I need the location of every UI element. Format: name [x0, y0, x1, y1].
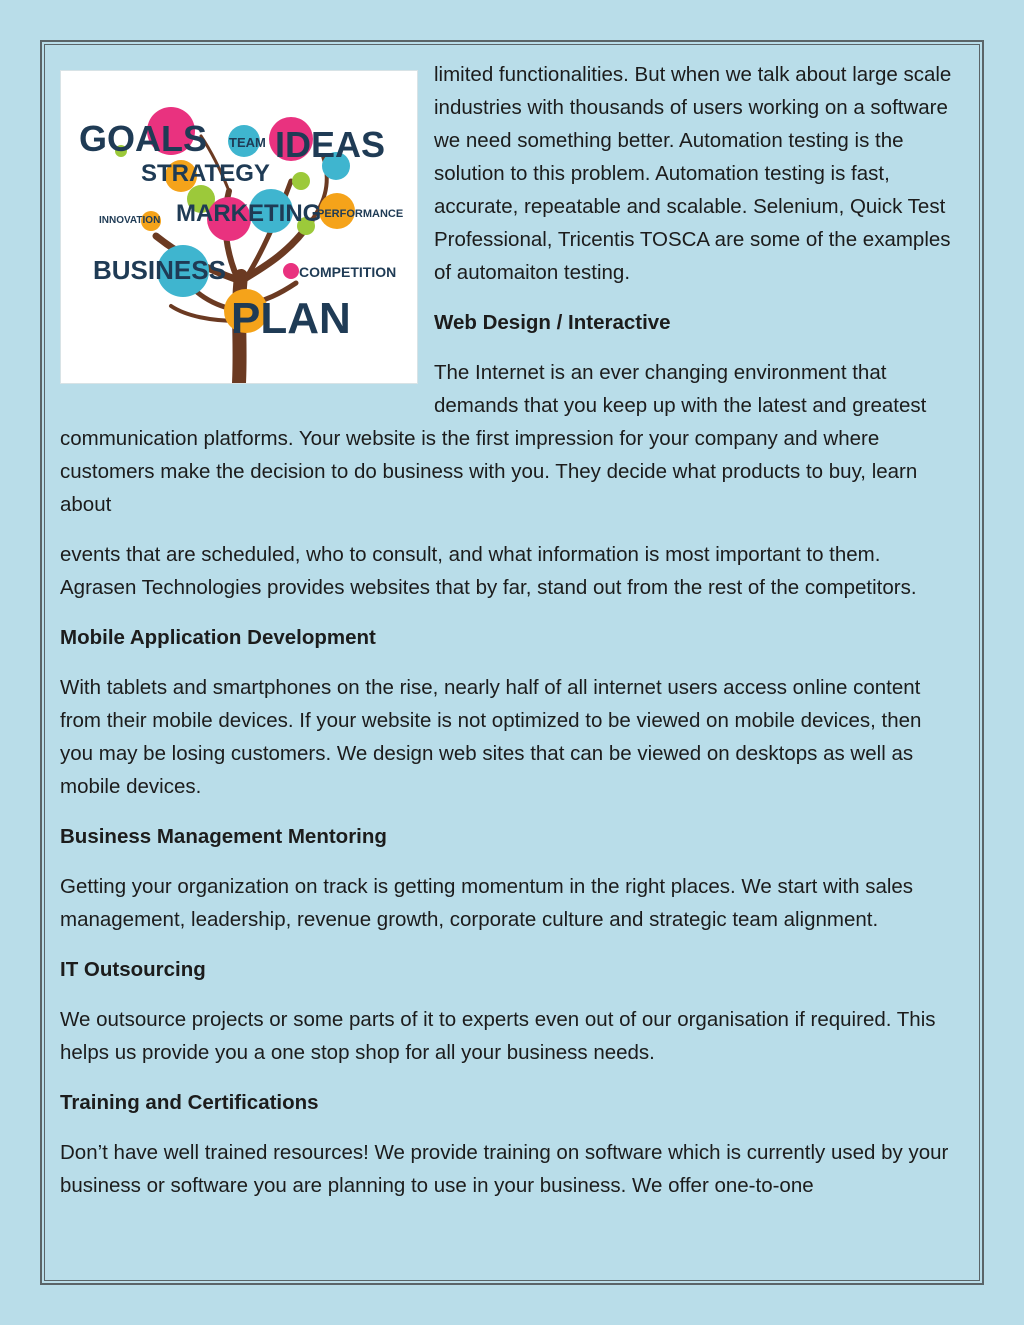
word-business: BUSINESS: [93, 255, 226, 285]
section-heading-it-outsourcing: IT Outsourcing: [60, 958, 206, 981]
word-competition: COMPETITION: [299, 264, 397, 280]
section-paragraph: Don’t have well trained resources! We provide training on software which is currently used by your business or software you are planning to use in your business. We offer one-to-one: [60, 1141, 949, 1197]
section-heading-web-design: Web Design / Interactive: [434, 311, 671, 334]
word-performance: PERFORMANCE: [317, 208, 404, 220]
section-paragraph: Getting your organization on track is getting momentum in the right places. We start with sales management, leadership, revenue growth, corporate culture and strategic team alignment.: [60, 875, 914, 931]
section-paragraph: The Internet is an ever changing environment that demands that you keep up with the latest and greatest communication platforms. Your website is the first impression for your company and where customers make the decision to do business with you. They decide what products to buy, learn about: [60, 361, 927, 516]
word-team: TEAM: [229, 135, 266, 150]
business-tree-svg: [61, 71, 417, 383]
section-paragraph: events that are scheduled, who to consult, and what information is most important to them. Agrasen Technologies provides websites that by far, stand out from the rest of the competitors.: [60, 543, 917, 599]
word-innovation: INNOVATION: [99, 215, 161, 226]
section-heading-mobile-app: Mobile Application Development: [60, 626, 376, 649]
section-paragraph: With tablets and smartphones on the rise, nearly half of all internet users access online content from their mobile devices. If your website is not optimized to be viewed on mobile devices, then you may be losing customers. We design web sites that can be viewed on desktops as well as mobile devices.: [60, 676, 922, 798]
word-marketing: MARKETING: [176, 200, 322, 227]
intro-paragraph: limited functionalities. But when we talk about large scale industries with thousands of users working on a software we need something better. Automation testing is the solution to this problem. Automation testing is fast, accurate, repeatable and scalable. Selenium, Quick Test Professional, Tricentis TOSCA are some of the examples of automaiton testing.: [434, 63, 952, 284]
section-paragraph: We outsource projects or some parts of it to experts even out of our organisation if required. This helps us provide you a one stop shop for all your business needs.: [60, 1008, 936, 1064]
document-body: [60, 58, 960, 1219]
word-strategy: STRATEGY: [141, 160, 270, 187]
word-plan: PLAN: [231, 294, 351, 343]
word-ideas: IDEAS: [275, 124, 386, 165]
section-heading-training: Training and Certifications: [60, 1091, 319, 1114]
business-tree-illustration: [60, 70, 418, 384]
word-goals: GOALS: [79, 118, 208, 159]
section-heading-business-mentoring: Business Management Mentoring: [60, 825, 387, 848]
